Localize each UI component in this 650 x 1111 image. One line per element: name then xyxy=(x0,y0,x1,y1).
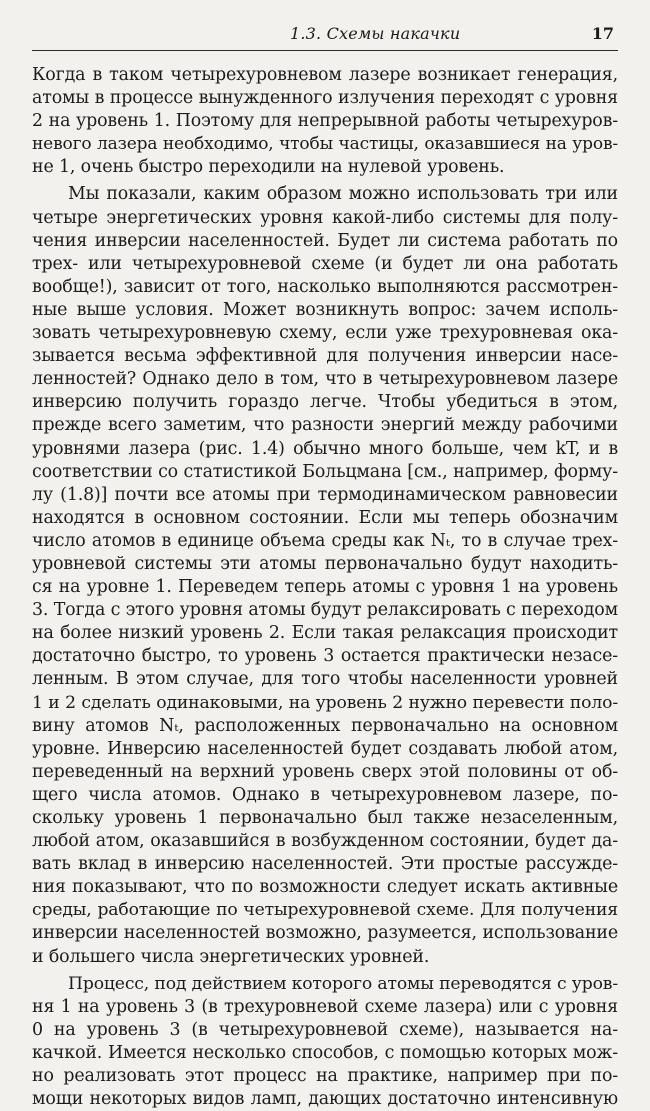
text-line: соответствии со статистикой Больцмана [см., например, форму- xyxy=(32,461,618,482)
text-line: и большего числа энергетических уровней. xyxy=(32,946,430,967)
text-line: щего числа атомов. Однако в четырехуровневом лазере, по- xyxy=(32,784,618,805)
text-line: чения инверсии населенностей. Будет ли система работать по xyxy=(32,230,618,251)
text-line: 3. Тогда с этого уровня атомы будут релаксировать с переходом xyxy=(32,600,618,621)
text-line: достаточно быстро, то уровень 3 остается практически незасе- xyxy=(32,646,618,667)
text-line: находятся в основном состоянии. Если мы теперь обозначим xyxy=(32,507,618,528)
text-line: ся на уровне 1. Переведем теперь атомы с уровня 1 на уровень xyxy=(32,577,618,598)
paragraph xyxy=(32,973,618,1111)
text-line: 2 на уровень 1. Поэтому для непрерывной работы четырехуров- xyxy=(32,111,618,132)
text-line: мощи некоторых видов ламп, дающих достаточно интенсивную xyxy=(32,1089,618,1110)
page-number: 17 xyxy=(591,24,614,43)
text-line: ня 1 на уровень 3 (в трехуровневой схеме лазера) или с уровня xyxy=(32,996,618,1017)
text-line: прежде всего заметим, что разности энергий между рабочими xyxy=(32,415,618,436)
text-line: зывается весьма эффективной для получения инверсии насе- xyxy=(32,346,618,367)
text-line: Мы показали, каким образом можно использовать три или xyxy=(68,184,618,205)
paragraph xyxy=(32,64,618,179)
text-line: ные выше условия. Может возникнуть вопрос: зачем исполь- xyxy=(32,299,618,320)
text-line: скольку уровень 1 первоначально был также незаселенным, xyxy=(32,808,618,828)
text-line: число атомов в единице объема среды как Nₜ, то в случае трех- xyxy=(32,530,618,551)
text-line: но реализовать этот процесс на практике, например при по- xyxy=(32,1066,618,1087)
text-line: не 1, очень быстро переходили на нулевой уровень. xyxy=(32,157,505,178)
text-line: вать вклад в инверсию населенностей. Эти простые рассужде- xyxy=(32,854,618,875)
text-line: 0 на уровень 3 (в четырехуровневой схеме), называется на- xyxy=(32,1019,618,1040)
text-line: инверсии населенностей возможно, разумеется, использование xyxy=(32,923,618,944)
running-title: 1.3. Схемы накачки xyxy=(290,24,461,43)
text-line: на более низкий уровень 2. Если такая релаксация происходит xyxy=(32,623,618,644)
text-line: качкой. Имеется несколько способов, с помощью которых мож- xyxy=(32,1042,618,1063)
text-line: уровне. Инверсию населенностей будет создавать любой атом, xyxy=(32,738,618,759)
text-line: четыре энергетических уровня какой-либо системы для полу- xyxy=(32,207,618,228)
text-line: ния показывают, что по возможности следует искать активные xyxy=(32,877,618,898)
text-line: Когда в таком четырехуровневом лазере возникает генерация, xyxy=(32,65,618,85)
body-text xyxy=(32,64,618,1111)
text-line: зовать четырехуровневую схему, если уже трехуровневая ока- xyxy=(32,323,618,344)
text-line: вину атомов Nₜ, расположенных первоначально на основном xyxy=(32,715,618,736)
text-line: Процесс, под действием которого атомы переводятся с уров- xyxy=(68,973,618,994)
text-line: уровневой системы эти атомы первоначально будут находить- xyxy=(32,553,618,574)
text-line: 1 и 2 сделать одинаковыми, на уровень 2 нужно перевести поло- xyxy=(32,692,618,713)
text-line: трех- или четырехуровневой схеме (и будет ли она работать xyxy=(32,253,618,274)
text-line: переведенный на верхний уровень сверх этой половины от об- xyxy=(32,761,618,782)
text-line: ленностей? Однако дело в том, что в четырехуровневом лазере xyxy=(32,369,618,390)
running-header xyxy=(32,22,618,51)
text-line: уровнями лазера (рис. 1.4) обычно много больше, чем kT, и в xyxy=(32,438,618,459)
text-line: лу (1.8)] почти все атомы при термодинамическом равновесии xyxy=(32,484,618,505)
text-line: среды, работающие по четырехуровневой схеме. Для получения xyxy=(32,900,618,921)
text-line: атомы в процессе вынужденного излучения переходят с уровня xyxy=(32,88,618,109)
paragraph xyxy=(32,183,618,968)
text-line: любой атом, оказавшийся в возбужденном состоянии, будет да- xyxy=(32,831,618,852)
text-line: ленным. В этом случае, для того чтобы населенности уровней xyxy=(32,669,618,690)
text-line: вообще!), зависит от того, насколько выполняются рассмотрен- xyxy=(32,276,618,297)
text-line: инверсию получить гораздо легче. Чтобы убедиться в этом, xyxy=(32,392,618,413)
text-line: невого лазера необходимо, чтобы частицы, оказавшиеся на уров- xyxy=(32,134,618,155)
